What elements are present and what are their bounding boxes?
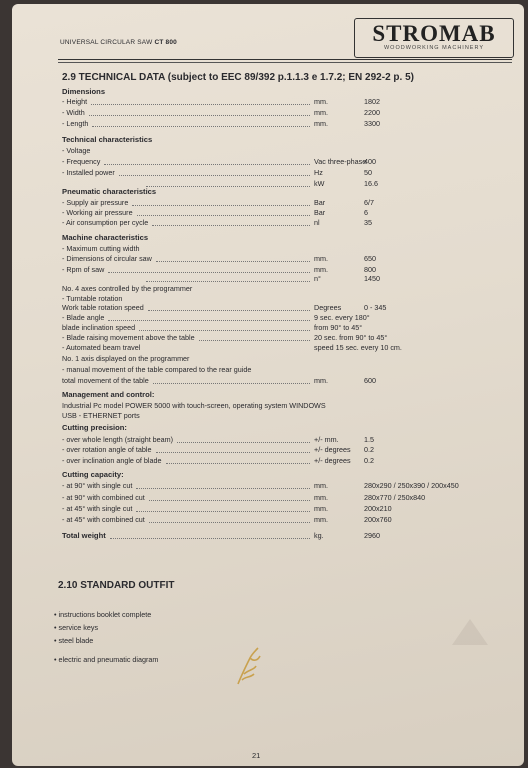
spec-value: 0.2 (364, 445, 374, 454)
outfit-item: • electric and pneumatic diagram (54, 655, 159, 664)
spec-label: - Width (62, 108, 85, 117)
dot-leader (104, 164, 310, 165)
spec-label: - manual movement of the table compared to the rear guide (62, 365, 252, 374)
spec-unit: from 90° to 45° (314, 323, 363, 332)
outfit-item: • steel blade (54, 636, 94, 645)
spec-label: - Rpm of saw (62, 265, 105, 274)
spec-value: 3300 (364, 119, 380, 128)
spec-value: 600 (364, 376, 376, 385)
spec-label: blade inclination speed (62, 323, 136, 332)
brand-name: STROMAB (372, 21, 496, 46)
spec-unit: Bar (314, 208, 326, 217)
dot-leader (137, 215, 310, 216)
spec-label: No. 1 axis displayed on the programmer (62, 354, 190, 363)
spec-label: Industrial Pc model POWER 5000 with touch-screen, operating system WINDOWS (62, 401, 326, 410)
spec-label: - Installed power (62, 168, 115, 177)
section-heading: Pneumatic characteristics (62, 187, 157, 196)
dot-leader (156, 261, 310, 262)
spec-unit: +/- mm. (314, 435, 339, 444)
spec-label: - Blade raising movement above the table (62, 333, 195, 342)
spec-label: - at 90° with single cut (62, 481, 133, 490)
spec-label: No. 4 axes controlled by the programmer (62, 284, 193, 293)
dot-leader (89, 115, 310, 116)
spec-value: 280x770 / 250x840 (364, 493, 426, 502)
spec-unit: speed 15 sec. every 10 cm. (314, 343, 402, 352)
spec-unit: n° (314, 274, 321, 283)
dot-leader (108, 320, 310, 321)
spec-unit: mm. (314, 108, 328, 117)
spec-label: - Maximum cutting width (62, 244, 140, 253)
spec-unit: mm. (314, 481, 328, 490)
dot-leader (148, 310, 310, 311)
spec-label: - Blade angle (62, 313, 105, 322)
dot-leader (152, 225, 310, 226)
spec-unit: Vac three-phase (314, 157, 367, 166)
spec-unit: 20 sec. from 90° to 45° (314, 333, 388, 342)
dot-leader (136, 488, 310, 489)
handwritten-mark (232, 644, 268, 688)
spec-value: 2200 (364, 108, 380, 117)
dot-leader (166, 463, 310, 464)
dot-leader (110, 538, 310, 539)
spec-label: - Working air pressure (62, 208, 133, 217)
section-heading: Machine characteristics (62, 233, 149, 242)
spec-unit: mm. (314, 376, 328, 385)
standard-outfit-heading: 2.10 STANDARD OUTFIT (58, 580, 175, 591)
spec-label: - at 45° with single cut (62, 504, 133, 513)
spec-unit: mm. (314, 97, 328, 106)
section-heading: Cutting precision: (62, 423, 127, 432)
document-page (12, 4, 524, 766)
dot-leader (108, 272, 310, 273)
spec-label: - Dimensions of circular saw (62, 254, 152, 263)
spec-unit: mm. (314, 515, 328, 524)
dot-leader (136, 511, 310, 512)
outfit-item: • service keys (54, 623, 99, 632)
spec-value: 800 (364, 265, 376, 274)
dot-leader (146, 186, 310, 187)
brand-subtitle: WOODWORKING MACHINERY (383, 45, 485, 51)
spec-label: - over whole length (straight beam) (62, 435, 174, 444)
section-heading: Total weight (62, 531, 106, 540)
section-heading: Management and control: (62, 390, 155, 399)
dot-leader (139, 330, 310, 331)
spec-unit: 9 sec. every 180° (314, 313, 370, 322)
spec-label: - Supply air pressure (62, 198, 129, 207)
spec-unit: nl (314, 218, 320, 227)
dot-leader (132, 205, 310, 206)
spec-value: 1450 (364, 274, 380, 283)
spec-unit: mm. (314, 493, 328, 502)
dot-leader (91, 104, 310, 105)
spec-label: - at 45° with combined cut (62, 515, 145, 524)
spec-unit: +/- degrees (314, 456, 351, 465)
spec-unit: kg. (314, 531, 324, 540)
document-header (60, 39, 177, 46)
model-line: UNIVERSAL CIRCULAR SAW (60, 39, 153, 46)
dot-leader (156, 452, 310, 453)
section-heading: Technical characteristics (62, 135, 153, 144)
spec-value: 6/7 (364, 198, 374, 207)
spec-label: - Automated beam travel (62, 343, 141, 352)
spec-value: 16.6 (364, 179, 378, 188)
section-heading: Cutting capacity: (62, 470, 124, 479)
section-heading: Dimensions (62, 87, 106, 96)
section-title: 2.9 TECHNICAL DATA (subject to EEC 89/392 p.1.1.3 e 1.7.2; EN 292-2 p. 5) (62, 72, 414, 83)
spec-value: 0.2 (364, 456, 374, 465)
dot-leader (149, 500, 310, 501)
spec-value: 280x290 / 250x390 / 200x450 (364, 481, 459, 490)
spec-label: - Voltage (62, 146, 91, 155)
spec-label: - over inclination angle of blade (62, 456, 162, 465)
spec-value: 2960 (364, 531, 380, 540)
dot-leader (177, 442, 310, 443)
spec-value: 50 (364, 168, 372, 177)
spec-label: - Length (62, 119, 89, 128)
spec-label: - Height (62, 97, 88, 106)
dot-leader (199, 340, 310, 341)
header-rule-thin (58, 62, 512, 63)
dot-leader (149, 522, 310, 523)
spec-value: 1.5 (364, 435, 374, 444)
spec-value: 1802 (364, 97, 380, 106)
dot-leader (146, 281, 310, 282)
spec-label: - Frequency (62, 157, 101, 166)
spec-unit: Hz (314, 168, 323, 177)
outfit-item: • instructions booklet complete (54, 610, 152, 619)
dot-leader (153, 383, 310, 384)
spec-value: 650 (364, 254, 376, 263)
spec-label: Work table rotation speed (62, 303, 144, 312)
spec-unit: mm. (314, 504, 328, 513)
spec-value: 400 (364, 157, 376, 166)
spec-unit: +/- degrees (314, 445, 351, 454)
spec-label: - at 90° with combined cut (62, 493, 145, 502)
spec-label: - Air consumption per cycle (62, 218, 149, 227)
spec-value: 6 (364, 208, 368, 217)
spec-label: USB - ETHERNET ports (62, 411, 140, 420)
spec-unit: mm. (314, 265, 328, 274)
spec-label: - Turntable rotation (62, 294, 123, 303)
spec-unit: Bar (314, 198, 326, 207)
dot-leader (92, 126, 310, 127)
spec-unit: kW (314, 179, 325, 188)
spec-label: total movement of the table (62, 376, 149, 385)
spec-label: - over rotation angle of table (62, 445, 152, 454)
model-code: CT 800 (154, 39, 177, 46)
spec-unit: mm. (314, 119, 328, 128)
header-rule (58, 59, 512, 60)
spec-unit: Degrees (314, 303, 342, 312)
spec-value: 0 - 345 (364, 303, 387, 312)
stromab-logo (354, 18, 514, 58)
page-number: 21 (252, 751, 261, 760)
spec-value: 35 (364, 218, 372, 227)
faded-warning-triangle (452, 619, 488, 645)
spec-value: 200x760 (364, 515, 392, 524)
dot-leader (119, 175, 310, 176)
spec-value: 200x210 (364, 504, 392, 513)
spec-unit: mm. (314, 254, 328, 263)
